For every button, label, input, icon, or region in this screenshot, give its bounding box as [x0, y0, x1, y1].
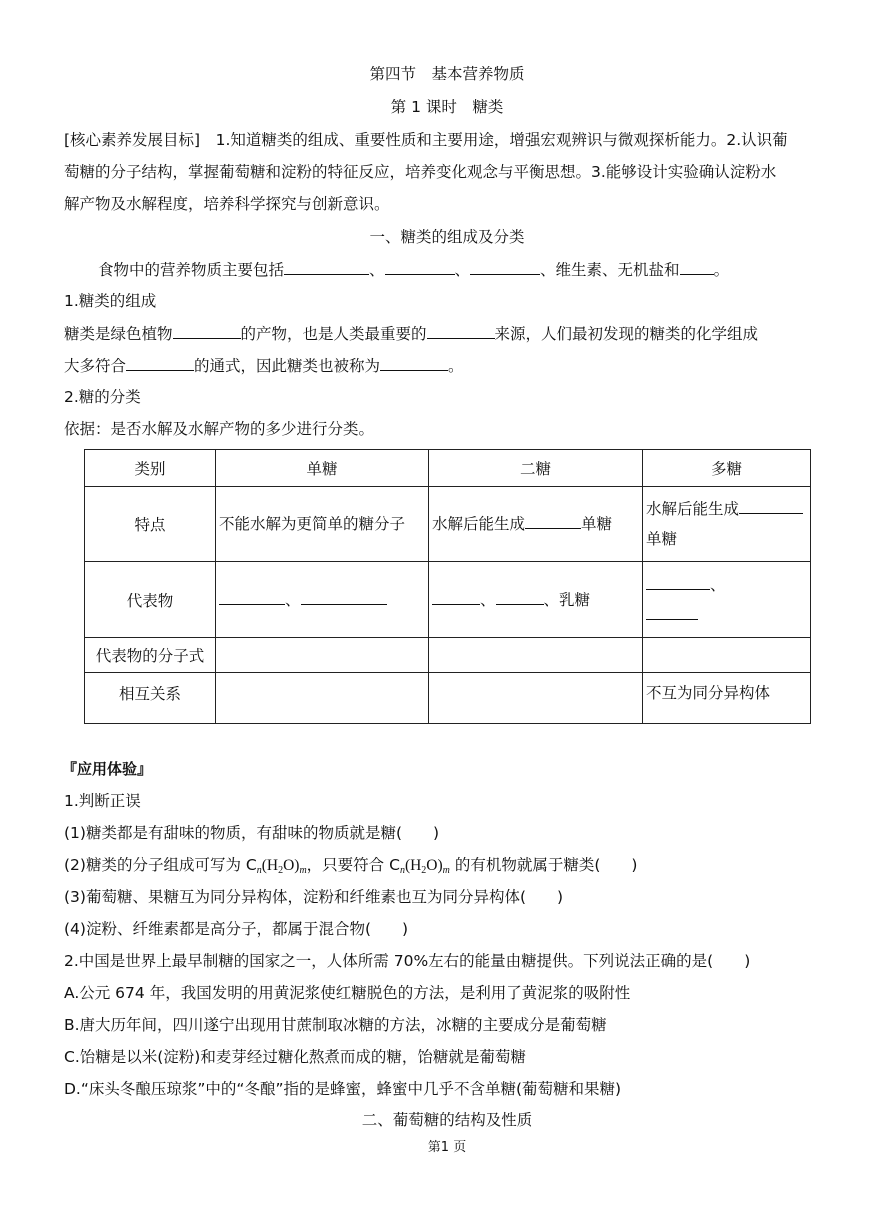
fill-blank[interactable] — [284, 258, 369, 275]
option-c[interactable]: C.饴糖是以米(淀粉)和麦芽经过糖化熬煮而成的糖，饴糖就是葡萄糖 — [64, 1048, 526, 1066]
composition-text: 糖类是绿色植物 — [64, 325, 173, 343]
fill-blank[interactable] — [173, 322, 241, 339]
period: 。 — [713, 261, 730, 279]
bracket-open: 『 — [62, 760, 78, 778]
lactose-text: 乳糖 — [559, 590, 591, 609]
table-row-formula — [85, 638, 811, 673]
table-row-relation — [85, 673, 811, 724]
fill-blank[interactable] — [525, 512, 581, 529]
fill-blank[interactable] — [739, 497, 803, 514]
goals-line-1: [核心素养发展目标] 1.知道糖类的组成、重要性质和主要用途，增强宏观辨识与微观探析能力。2.认识葡 — [64, 131, 788, 149]
header-category: 类别 — [85, 450, 216, 487]
nutrients-sentence — [98, 258, 729, 281]
page-title: 第四节 基本营养物质 — [369, 65, 525, 83]
sugar-classification-table — [84, 449, 811, 724]
option-d[interactable]: D.“床头冬酿压琼浆”中的“冬酿”指的是蜂蜜，蜂蜜中几乎不含单糖(葡萄糖和果糖) — [64, 1080, 622, 1098]
q1-2-text: ，只要符合 C — [306, 856, 400, 874]
page-subtitle: 第 1 课时 糖类 — [390, 98, 504, 116]
q1-item-4: (4)淀粉、纤维素都是高分子，都属于混合物( ) — [64, 920, 409, 938]
nutrients-text-a: 食物中的营养物质主要包括 — [98, 261, 285, 279]
cell-mono-formula[interactable] — [216, 638, 429, 673]
goals-line-2: 萄糖的分子结构，掌握葡萄糖和淀粉的特征反应，培养变化观念与平衡思想。3.能够设计实验确认淀粉水 — [64, 163, 777, 181]
fill-blank[interactable] — [301, 588, 387, 605]
formula-subscript-n: n — [256, 865, 262, 876]
cell-poly-representative — [643, 562, 811, 638]
fill-blank[interactable] — [646, 573, 710, 590]
header-polysaccharide: 多糖 — [643, 450, 811, 487]
q1-2-text: (2)糖类的分子组成可写为 C — [64, 856, 257, 874]
practice-label-text: 应用体验 — [77, 760, 138, 778]
composition-text: 来源，人们最初发现的糖类的化学组成 — [494, 325, 759, 343]
fill-blank[interactable] — [496, 588, 544, 605]
formula-text: O) — [426, 857, 443, 874]
separator: 、 — [454, 261, 471, 279]
cell-mono-relation[interactable] — [216, 673, 429, 724]
fill-blank[interactable] — [432, 588, 480, 605]
composition-text: 的产物，也是人类最重要的 — [240, 325, 427, 343]
q2-stem: 2.中国是世界上最早制糖的国家之一，人体所需 70%左右的能量由糖提供。下列说法正确的是( ) — [64, 952, 751, 970]
composition-text: 大多符合 — [64, 357, 127, 375]
cell-poly-formula[interactable] — [643, 638, 811, 673]
cell-mono-representative — [216, 562, 429, 638]
nutrients-text-b: 、维生素、无机盐和 — [540, 261, 680, 279]
classification-basis: 依据：是否水解及水解产物的多少进行分类。 — [64, 420, 375, 438]
table-row-feature — [85, 487, 811, 562]
formula-subscript-n: n — [399, 865, 405, 876]
row-label-representative: 代表物 — [85, 562, 216, 638]
section-2-heading: 二、葡萄糖的结构及性质 — [361, 1111, 533, 1129]
cell-di-formula[interactable] — [429, 638, 643, 673]
period: 。 — [448, 357, 464, 375]
cell-di-representative — [429, 562, 643, 638]
q1-item-2 — [64, 854, 637, 882]
composition-line-1 — [64, 322, 758, 345]
fill-blank[interactable] — [646, 603, 698, 620]
row-label-feature: 特点 — [85, 487, 216, 562]
separator: 、 — [369, 261, 385, 279]
formula-subscript-m: m — [299, 865, 307, 876]
fill-blank[interactable] — [380, 354, 448, 371]
practice-label — [62, 758, 152, 780]
formula-text: O) — [283, 857, 300, 874]
poly-relation-text: 不互为同分异构体 — [646, 684, 771, 702]
formula-subscript-m: m — [442, 865, 450, 876]
cell-poly-feature — [643, 487, 811, 562]
mono-feature-text: 不能水解为更简单的糖分子 — [219, 515, 406, 533]
separator: 、 — [285, 590, 301, 609]
header-disaccharide: 二糖 — [429, 450, 643, 487]
cell-mono-feature — [216, 487, 429, 562]
table-row-representative — [85, 562, 811, 638]
section-1-heading: 一、糖类的组成及分类 — [369, 228, 525, 246]
header-monosaccharide: 单糖 — [216, 450, 429, 487]
goals-line-3: 解产物及水解程度，培养科学探究与创新意识。 — [64, 195, 390, 213]
row-label-formula: 代表物的分子式 — [85, 638, 216, 673]
fill-blank[interactable] — [126, 354, 194, 371]
poly-feature-text: 单糖 — [646, 530, 678, 548]
separator: 、 — [480, 590, 496, 609]
classification-heading: 2.糖的分类 — [64, 388, 141, 406]
composition-text: 的通式，因此糖类也被称为 — [194, 357, 381, 375]
composition-heading: 1.糖类的组成 — [64, 292, 157, 310]
q1-2-text: 的有机物就属于糖类( ) — [449, 856, 638, 874]
poly-feature-text: 水解后能生成 — [646, 500, 740, 518]
row-label-relation: 相互关系 — [85, 673, 216, 724]
cell-di-feature — [429, 487, 643, 562]
composition-line-2 — [64, 354, 464, 377]
q1-item-3: (3)葡萄糖、果糖互为同分异构体，淀粉和纤维素也互为同分异构体( ) — [64, 888, 564, 906]
fill-blank[interactable] — [385, 258, 455, 275]
formula-subscript-2: 2 — [278, 865, 284, 876]
bracket-close: 』 — [137, 760, 153, 778]
separator: 、 — [543, 590, 560, 609]
fill-blank[interactable] — [680, 258, 714, 275]
option-b[interactable]: B.唐大历年间，四川遂宁出现用甘蔗制取冰糖的方法，冰糖的主要成分是葡萄糖 — [64, 1016, 607, 1034]
fill-blank[interactable] — [470, 258, 540, 275]
di-feature-text: 水解后能生成 — [432, 515, 526, 533]
formula-subscript-2: 2 — [421, 865, 427, 876]
fill-blank[interactable] — [219, 588, 285, 605]
separator: 、 — [710, 575, 726, 594]
cell-poly-relation — [643, 673, 811, 724]
formula-text: (H — [261, 857, 279, 874]
page-number: 第1 页 — [427, 1140, 467, 1155]
q1-heading: 1.判断正误 — [64, 792, 141, 810]
di-feature-text: 单糖 — [581, 515, 613, 533]
option-a[interactable]: A.公元 674 年，我国发明的用黄泥浆使红糖脱色的方法，是利用了黄泥浆的吸附性 — [64, 984, 631, 1002]
table-header-row — [85, 450, 811, 487]
fill-blank[interactable] — [427, 322, 495, 339]
q1-item-1: (1)糖类都是有甜味的物质，有甜味的物质就是糖( ) — [64, 824, 440, 842]
cell-di-relation[interactable] — [429, 673, 643, 724]
formula-text: (H — [404, 857, 422, 874]
